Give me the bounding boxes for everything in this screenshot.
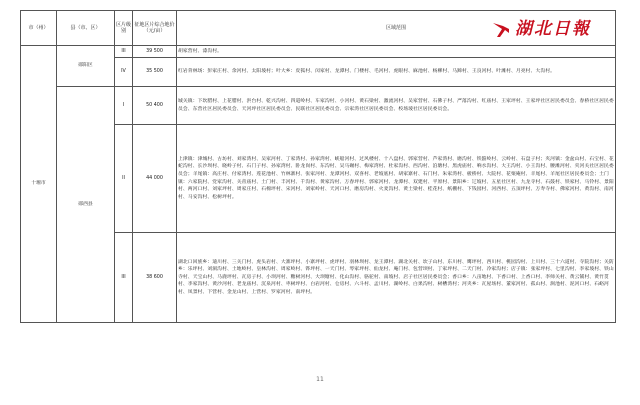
county-cell: 郧西县 xyxy=(57,87,115,323)
table-row xyxy=(21,46,616,58)
header-price: 征地区片综合地价（元/亩） xyxy=(133,11,177,46)
hubei-daily-logo xyxy=(491,19,591,39)
county-cell: 郧阳区 xyxy=(57,46,115,87)
land-price-table xyxy=(20,10,616,323)
table-header-row xyxy=(21,11,616,46)
areas-cell: 城关镇：下坎腊村、上花腊村、洪台村、乾兴沟村、四道岭村、车家沟村、小河村、黄石梁村、激流河村、吴家营村、石佛子村、严落沟村、红庙村、王家坪村、王家坪社区居民委员会、春桥社区居民委员会、东营社区居民委员会、天河坪社区居民委员会、民联社区居民委员会、宗家湾社区居民委员会、校场坡社区居民委员会。 xyxy=(177,87,616,125)
areas-cell: 湖北口回族乡：迪川村、三关门村、虎头岩村、大寨坪村、小寨坪村、虎坪村、羽林坝村、龙王潭村、湖北关村、坎子山村、东川村、鹰坪村、西川村、桃园沟村、上川村、三十六道村、寺院沟村；关防乡：乐坪村、刘洞沟村、土地岭村、皇林沟村、周家岭村、铧坪村、一天门村、琴家坪村、仙龙村、庵门村、包营坝村、丁家坪村、二天门村、冷家沟村；店子镇：张家坪村、七里沟村、李家坡村、铁山寺村、天宝山村、马鹿坪村、瓦房子村、小坝河村、糖树河村、大坝塘村、化山沟村、骆驼村、南坡村、店子社区居民委员会；香口乡：八亩地村、下香口村、上香口村、李师关村、黄云铺村、黄竹贯村、李家沟村、黄沙河村、老龙庙村、沉泉河村、枣树坪村、白岩河村、仓房村、六斗村、孟川村、湖岭村、白果沟村、树槽湾村；河夹乡：瓦屋场村、董家河村、孤山村、涧池村、泥河口村、石峪河村、凤景村、下营村、金龙山村、上营村、罗家河村、南坪村。 xyxy=(177,233,616,323)
areas-cell: 胡家营村、漆沟村。 xyxy=(177,46,616,58)
table-row xyxy=(21,87,616,125)
price-cell: 39 500 xyxy=(133,46,177,58)
price-cell: 35 500 xyxy=(133,58,177,87)
header-range-label: 区域范围 xyxy=(385,24,406,31)
header-county: 县（市、区） xyxy=(57,11,115,46)
header-city: 市（州） xyxy=(21,11,57,46)
hubei-daily-bird-logo-icon xyxy=(491,19,511,39)
city-cell: 十堰市 xyxy=(21,46,57,323)
areas-cell: 红岩背林场：彭家庄村、余河村、太阳坡村；叶大乡：皮狐村、闵家村、龙潭村、门楼村、毛河村、虎眼村、麻池村、杨柳村、马蹄村、王良河村、叶滩村、月亮村、大沟村。 xyxy=(177,58,616,87)
header-level: 区片级别 xyxy=(115,11,133,46)
price-cell: 50 400 xyxy=(133,87,177,125)
level-cell: III xyxy=(115,233,133,323)
level-cell: I xyxy=(115,87,133,125)
areas-cell: 上津镇：津城村、古坊村、刘家湾村、吴家河村、丁家湾村、孙家湾村、峡船河村、过风楼村、十八盘村、郭家营村、芦家湾村、磨沟村、铁箍岭村、云岭村、石盘子村；夹河镇：金盆山村、石宝村、花蛇沟村、长沙坝村、晓岭子村、石门子村、孙家湾村、卧龙岗村、东沟村、吴马碾村、梅家湾村、杜家沟村、西沟村、泊塘村、黑虎庙村、响水沟村、大王沟村、小王沟村、腰滩河村、夹河关社区居民委员会；羊尾镇：高庄村、付家湾村、莲花池村、竹林寨村、张家河村、龙潭河村、双喜村、老坡底村、胡家寨村、石门村、朱家湾村、板桥村、大院村、花栗庵村、羊尾村、羊尾社区居民委员会；土门镇：六家院村、党家沟村、关帝庙村、土门村、丰河村、千沟村、黄家沟村、万春坪村、郭家河村、龙潭村、双建村、平原村、景阳乡：辽坡村、五星社区村、九龙寺村、石鼓村、铁家村、马铃村、景阳村、两河口村、刘家坪村、周家庄村、石棉坪村、宋河村、刘家岭村、天河口村、磨房沟村、火麦沟村、黄土梁村、桂花村、纸棚村、下钱园村、河西村、五顶坪村、万寿寺村、佛家河村、黄沟村、南河村、马安沟村、松树坪村。 xyxy=(177,125,616,233)
page-number: 11 xyxy=(316,376,324,383)
header-range xyxy=(177,11,616,46)
level-cell: II xyxy=(115,125,133,233)
level-cell: IV xyxy=(115,58,133,87)
price-cell: 38 600 xyxy=(133,233,177,323)
logo-text: 湖北日報 xyxy=(515,18,591,39)
price-cell: 44 000 xyxy=(133,125,177,233)
level-cell: III xyxy=(115,46,133,58)
